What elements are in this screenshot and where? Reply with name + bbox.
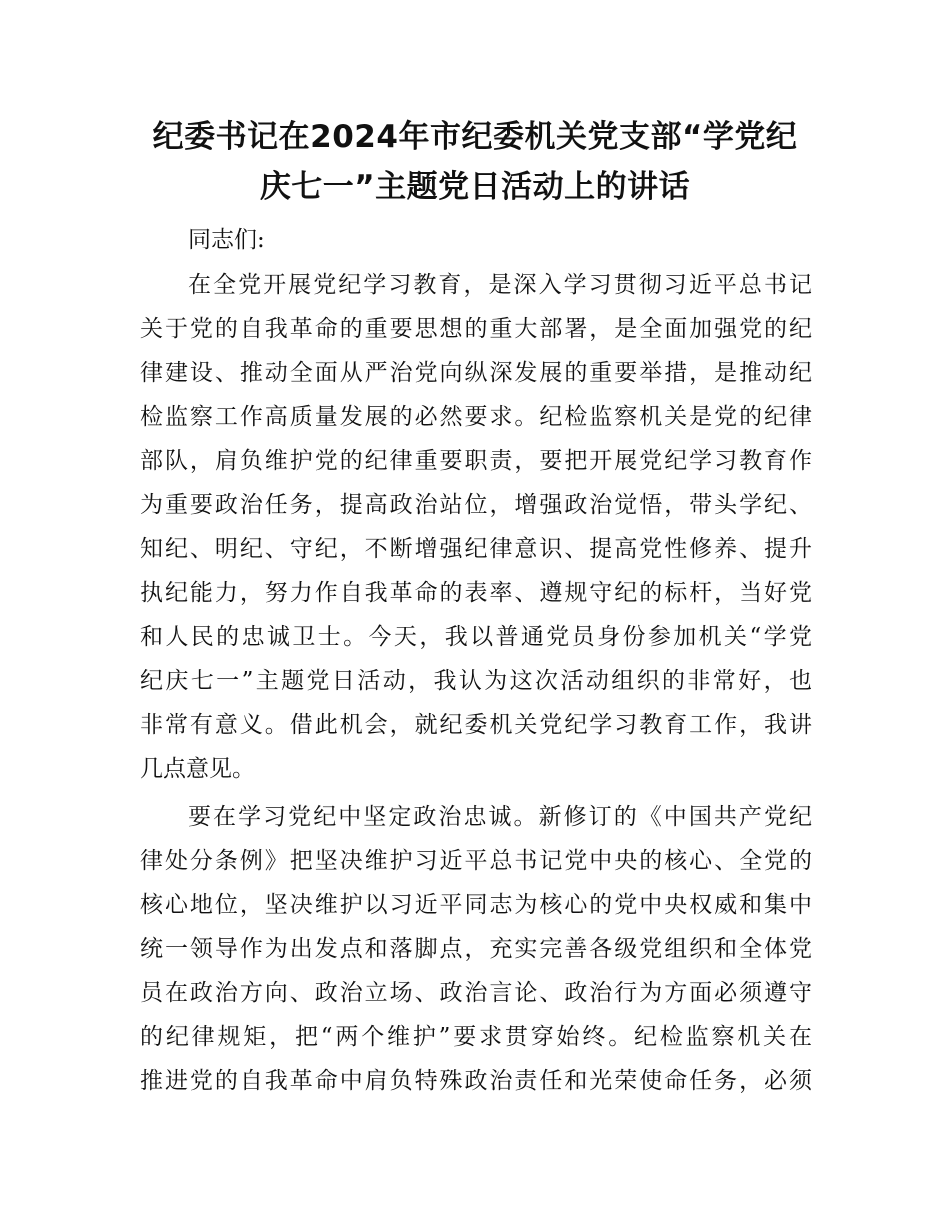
text-line: 在全党开展党纪学习教育，是深入学习贯彻习近平总书记 xyxy=(188,272,812,298)
title-line: 纪委书记在2024年市纪委机关党支部“学党纪 xyxy=(152,119,798,155)
text-line: 推进党的自我革命中肩负特殊政治责任和光荣使命任务，必须 xyxy=(140,1068,812,1094)
paragraph-intro xyxy=(140,263,812,791)
text-line: 和人民的忠诚卫士。今天，我以普通党员身份参加机关“学党 xyxy=(140,624,812,650)
document-title xyxy=(140,112,810,212)
text-line: 执纪能力，努力作自我革命的表率、遵规守纪的标杆，当好党 xyxy=(140,580,812,606)
text-line: 几点意见。 xyxy=(140,756,255,782)
text-line: 统一领导作为出发点和落脚点，充实完善各级党组织和全体党 xyxy=(140,936,812,962)
text-line: 纪庆七一”主题党日活动，我认为这次活动组织的非常好，也 xyxy=(140,668,812,694)
text-line: 要在学习党纪中坚定政治忠诚。新修订的《中国共产党纪 xyxy=(188,804,812,830)
text-line: 关于党的自我革命的重要思想的重大部署，是全面加强党的纪 xyxy=(140,316,812,342)
text-line: 员在政治方向、政治立场、政治言论、政治行为方面必须遵守 xyxy=(140,980,812,1006)
text-line: 部队，肩负维护党的纪律重要职责，要把开展党纪学习教育作 xyxy=(140,448,812,474)
text-line: 律处分条例》把坚决维护习近平总书记党中央的核心、全党的 xyxy=(140,848,812,874)
text-line: 检监察工作高质量发展的必然要求。纪检监察机关是党的纪律 xyxy=(140,404,812,430)
salutation: 同志们: xyxy=(188,227,265,253)
title-line: 庆七一”主题党日活动上的讲话 xyxy=(259,169,691,205)
text-line: 的纪律规矩，把“两个维护”要求贯穿始终。纪检监察机关在 xyxy=(140,1024,812,1050)
text-line: 非常有意义。借此机会，就纪委机关党纪学习教育工作，我讲 xyxy=(140,712,812,738)
paragraph-political-loyalty xyxy=(140,795,812,1103)
text-line: 核心地位，坚决维护以习近平同志为核心的党中央权威和集中 xyxy=(140,892,812,918)
text-line: 律建设、推动全面从严治党向纵深发展的重要举措，是推动纪 xyxy=(140,360,812,386)
text-line: 为重要政治任务，提高政治站位，增强政治觉悟，带头学纪、 xyxy=(140,492,812,518)
text-line: 知纪、明纪、守纪，不断增强纪律意识、提高党性修养、提升 xyxy=(140,536,812,562)
